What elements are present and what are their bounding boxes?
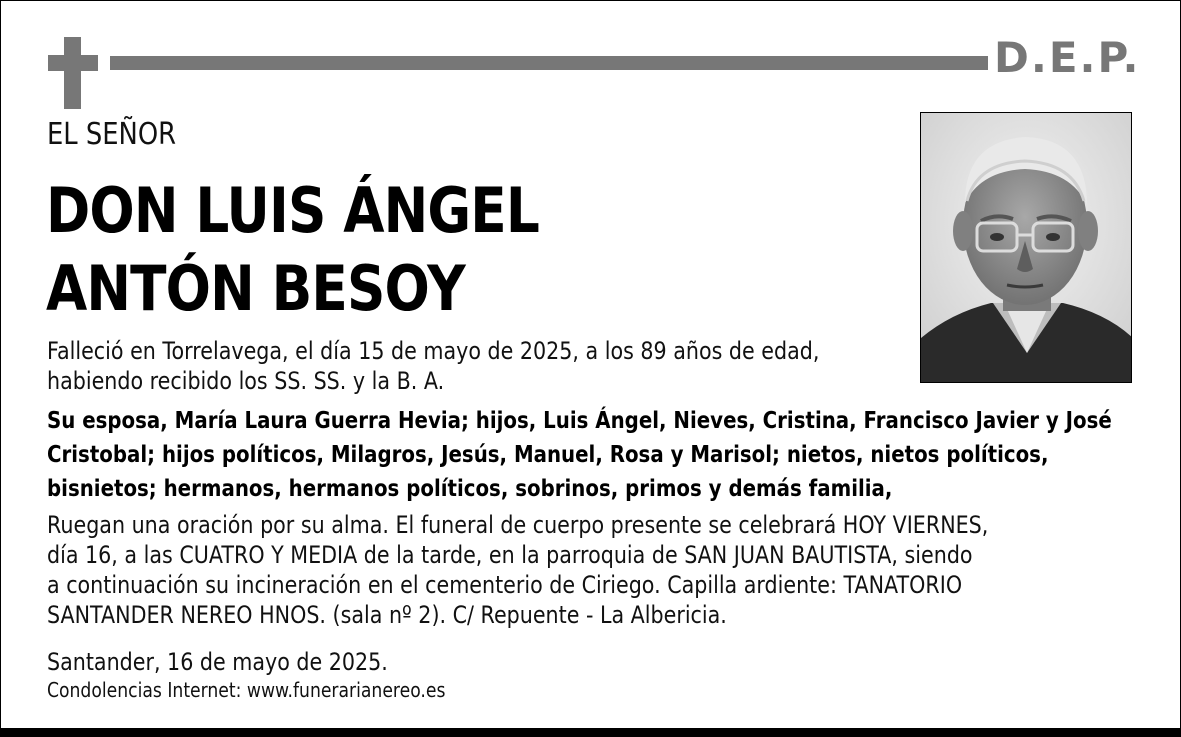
deceased-name [46, 172, 539, 328]
death-notice-line: Falleció en Torrelavega, el día 15 de mayo de 2025, a los 89 años de edad, [47, 337, 820, 365]
death-notice-line: habiendo recibido los SS. SS. y la B. A. [47, 367, 445, 395]
header-rule [110, 56, 988, 70]
dep-label: D.E.P. [994, 33, 1141, 82]
family-line: bisnietos; hermanos, hermanos políticos, sobrinos, primos y demás familia, [47, 476, 893, 502]
family-line: Cristobal; hijos políticos, Milagros, Jesús, Manuel, Rosa y Marisol; nietos, nietos políticos, [47, 442, 1049, 468]
name-line-2: ANTÓN BESOY [46, 252, 465, 325]
place-date: Santander, 16 de mayo de 2025. [47, 648, 388, 676]
funeral-line: a continuación su incineración en el cementerio de Ciriego. Capilla ardiente: TANATORIO [47, 571, 963, 599]
condolences-line: Condolencias Internet: www.funerarianereo.es [47, 678, 446, 702]
honorific: EL SEÑOR [47, 117, 177, 152]
funeral-line: Ruegan una oración por su alma. El funeral de cuerpo presente se celebrará HOY VIERNES, [47, 511, 989, 539]
cross-icon [48, 37, 98, 109]
death-notice [47, 336, 819, 396]
funeral-line: SANTANDER NEREO HNOS. (sala nº 2). C/ Repuente - La Albericia. [47, 601, 727, 629]
funeral-line: día 16, a las CUATRO Y MEDIA de la tarde, en la parroquia de SAN JUAN BAUTISTA, siendo [47, 541, 973, 569]
bottom-bar [0, 728, 1181, 737]
portrait-photo-icon [921, 113, 1132, 383]
funeral-details [47, 510, 988, 630]
family-list [47, 404, 1112, 506]
portrait-photo [920, 112, 1132, 383]
family-line: Su esposa, María Laura Guerra Hevia; hijos, Luis Ángel, Nieves, Cristina, Francisco Javier y José [47, 408, 1112, 434]
name-line-1: DON LUIS ÁNGEL [46, 174, 539, 247]
